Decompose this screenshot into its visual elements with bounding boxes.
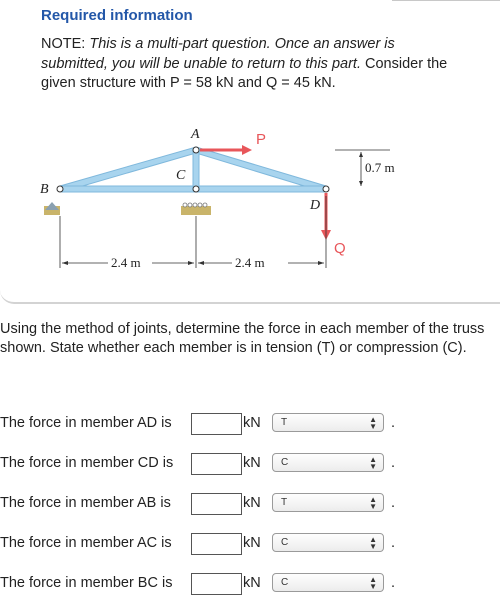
- select-arrows-icon: ▲ ▼: [369, 415, 377, 431]
- select-value-ac: C: [281, 537, 289, 548]
- period: .: [391, 495, 396, 511]
- support-c-base: [181, 206, 211, 215]
- span-arrow-4: [318, 261, 324, 265]
- answer-unit-cd: kN: [243, 455, 261, 471]
- select-value-bc: C: [281, 577, 289, 588]
- label-b: B: [40, 182, 49, 197]
- truss-members: [60, 147, 326, 192]
- member-ad: [196, 147, 326, 192]
- tension-compression-select-cd[interactable]: [272, 453, 384, 472]
- period: .: [391, 575, 396, 591]
- note-emphasis: This is a multi-part question. Once an answer is submitted, you will be unable to return to this part.: [41, 36, 395, 72]
- note-text: [41, 35, 461, 94]
- member-bc: [60, 186, 196, 192]
- answer-unit-ad: kN: [243, 415, 261, 431]
- answer-label-cd: The force in member CD is: [0, 455, 174, 471]
- answer-input-ab[interactable]: [191, 493, 242, 515]
- answer-label-bc: The force in member BC is: [0, 575, 173, 591]
- period: .: [391, 535, 396, 551]
- answer-unit-ac: kN: [243, 535, 261, 551]
- label-d: D: [310, 198, 321, 213]
- select-value-ad: T: [281, 417, 288, 428]
- answer-input-ad[interactable]: [191, 413, 242, 435]
- span-arrow-1: [62, 261, 68, 265]
- truss-diagram: [30, 120, 395, 280]
- answer-label-ac: The force in member AC is: [0, 535, 172, 551]
- tension-compression-select-bc[interactable]: [272, 573, 384, 592]
- select-value-ab: T: [281, 497, 288, 508]
- member-cd: [196, 186, 326, 192]
- label-height: 0.7 m: [365, 160, 395, 175]
- span-arrow-3: [198, 261, 204, 265]
- label-a: A: [191, 127, 200, 142]
- member-ac: [193, 150, 199, 190]
- answer-input-bc[interactable]: [191, 573, 242, 595]
- answer-unit-ab: kN: [243, 495, 261, 511]
- tension-compression-select-ab[interactable]: [272, 493, 384, 512]
- answer-input-ac[interactable]: [191, 533, 242, 555]
- height-arrow-top: [359, 152, 363, 157]
- period: .: [391, 415, 396, 431]
- select-arrows-icon: ▲ ▼: [369, 495, 377, 511]
- select-arrows-icon: ▲ ▼: [369, 455, 377, 471]
- joint-a: [193, 147, 199, 153]
- select-value-cd: C: [281, 457, 289, 468]
- support-c-rollers: [183, 203, 207, 207]
- span-arrow-2: [188, 261, 194, 265]
- select-arrows-icon: ▲ ▼: [369, 575, 377, 591]
- joint-b: [57, 186, 63, 192]
- note-given: Consider the given structure with P = 58 kN and Q = 45 kN.: [41, 55, 448, 91]
- label-q: Q: [334, 240, 346, 257]
- answer-unit-bc: kN: [243, 575, 261, 591]
- label-p: P: [256, 131, 267, 148]
- label-span-left: 2.4 m: [111, 255, 141, 270]
- answer-label-ad: The force in member AD is: [0, 415, 172, 431]
- height-arrow-bottom: [359, 181, 363, 186]
- joint-c: [193, 186, 199, 192]
- joint-d: [323, 186, 329, 192]
- period: .: [391, 455, 396, 471]
- note-prefix: NOTE:: [41, 36, 90, 52]
- required-information-title: Required information: [41, 7, 193, 24]
- tension-compression-select-ac[interactable]: [272, 533, 384, 552]
- label-c: C: [176, 168, 186, 183]
- select-arrows-icon: ▲ ▼: [369, 535, 377, 551]
- question-text: Using the method of joints, determine the force in each member of the truss shown. State whether each member is in tension (T) or compression (C).: [0, 321, 485, 356]
- label-span-right: 2.4 m: [235, 255, 265, 270]
- load-p-arrowhead: [242, 145, 252, 155]
- answer-input-cd[interactable]: [191, 453, 242, 475]
- answer-label-ab: The force in member AB is: [0, 495, 171, 511]
- tension-compression-select-ad[interactable]: [272, 413, 384, 432]
